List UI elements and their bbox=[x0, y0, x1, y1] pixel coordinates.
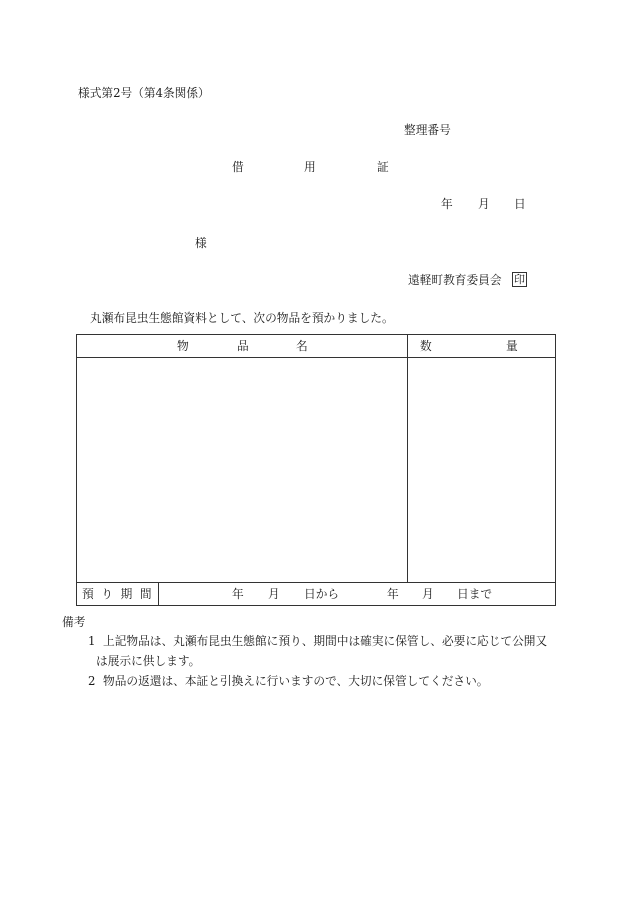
title-char: 用 bbox=[304, 160, 316, 174]
period-start-year: 年 bbox=[232, 587, 244, 601]
period-label: 預り期間 bbox=[82, 587, 160, 601]
period-start-day: 日から bbox=[304, 587, 340, 601]
period-end-month: 月 bbox=[422, 587, 434, 601]
addressee-suffix: 様 bbox=[195, 236, 207, 250]
item-header-char: 物 bbox=[177, 339, 189, 353]
title-char: 借 bbox=[232, 160, 244, 174]
table-header-divider bbox=[76, 357, 556, 358]
item-header-char: 品 bbox=[237, 339, 249, 353]
period-start-month: 月 bbox=[268, 587, 280, 601]
items-table bbox=[76, 334, 556, 606]
period-end-day: 日まで bbox=[457, 587, 493, 601]
quantity-header-char: 量 bbox=[506, 339, 518, 353]
note-number: 2 bbox=[88, 674, 96, 688]
date-year-label: 年 bbox=[441, 197, 453, 211]
title-char: 証 bbox=[377, 160, 389, 174]
reference-number-label: 整理番号 bbox=[404, 123, 451, 137]
note-text-continuation: は展示に供します。 bbox=[96, 654, 201, 668]
form-number: 様式第2号（第4条関係） bbox=[78, 86, 210, 100]
notes-heading: 備考 bbox=[62, 615, 86, 629]
quantity-header-char: 数 bbox=[420, 339, 432, 353]
table-period-divider bbox=[76, 582, 556, 583]
seal-mark: 印 bbox=[514, 273, 525, 286]
date-month-label: 月 bbox=[478, 197, 490, 211]
note-text: 物品の返還は、本証と引換えに行いますので、大切に保管してください。 bbox=[103, 674, 489, 688]
date-day-label: 日 bbox=[514, 197, 526, 211]
issuer-name: 遠軽町教育委員会 bbox=[408, 273, 502, 287]
note-number: 1 bbox=[88, 634, 96, 648]
period-end-year: 年 bbox=[387, 587, 399, 601]
table-column-divider bbox=[407, 334, 408, 582]
note-text: 上記物品は、丸瀬布昆虫生態館に預り、期間中は確実に保管し、必要に応じて公開又 bbox=[103, 634, 548, 648]
intro-text: 丸瀬布昆虫生態館資料として、次の物品を預かりました。 bbox=[90, 311, 394, 325]
item-header-char: 名 bbox=[296, 339, 308, 353]
